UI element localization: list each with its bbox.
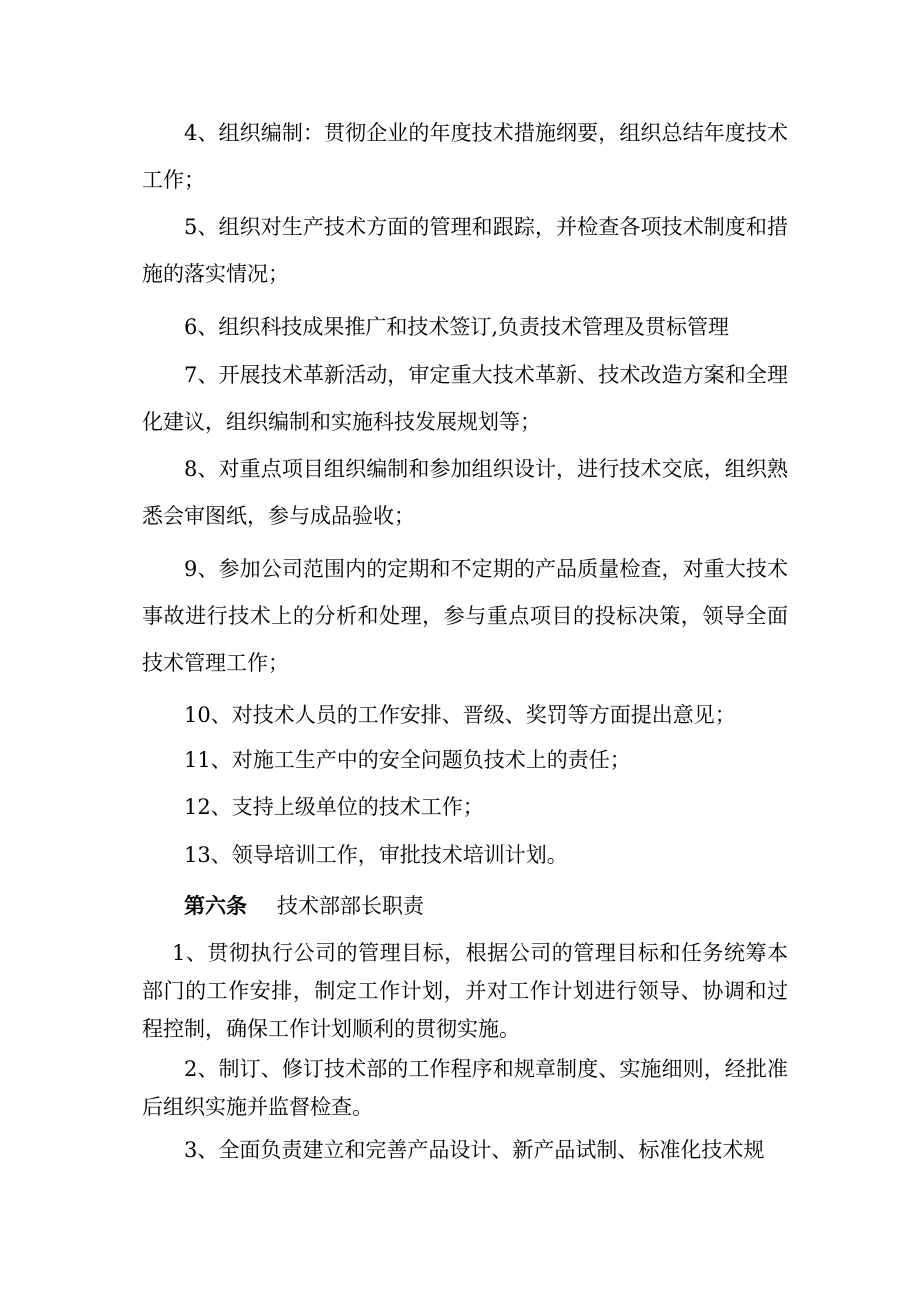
- item-9: 9、参加公司范围内的定期和不定期的产品质量检查，对重大技术事故进行技术上的分析和处理，参与重点项目的投标决策，领导全面技术管理工作；: [142, 557, 788, 675]
- duty-2: 2、制订、修订技术部的工作程序和规章制度、实施细则，经批准后组织实施并监督检查。: [142, 1057, 788, 1119]
- item-10: 10、对技术人员的工作安排、晋级、奖罚等方面提出意见；: [184, 703, 736, 727]
- item-8: 8、对重点项目组织编制和参加组织设计，进行技术交底，组织熟悉会审图纸，参与成品验收；: [142, 457, 788, 528]
- section-heading: [184, 882, 424, 930]
- item-11: 11、对施工生产中的安全问题负技术上的责任；: [184, 748, 631, 772]
- duty-1: 1、贯彻执行公司的管理目标，根据公司的管理目标和任务统筹本部门的工作安排，制定工作计划，并对工作计划进行领导、协调和过程控制，确保工作计划顺利的贯彻实施。: [142, 941, 788, 1041]
- item-13: 13、领导培训工作，审批技术培训计划。: [184, 843, 568, 867]
- item-12: 12、支持上级单位的技术工作；: [184, 795, 484, 819]
- item-5: 5、组织对生产技术方面的管理和跟踪，并检查各项技术制度和措施的落实情况；: [142, 215, 788, 286]
- item-6: 6、组织科技成果推广和技术签订,负责技术管理及贯标管理: [184, 315, 730, 339]
- duty-3: 3、全面负责建立和完善产品设计、新产品试制、标准化技术规: [184, 1138, 765, 1162]
- section-title: 技术部部长职责: [277, 894, 424, 918]
- item-7: 7、开展技术革新活动，审定重大技术革新、技术改造方案和全理化建议，组织编制和实施科技发展规划等；: [142, 363, 788, 434]
- item-4: 4、组织编制：贯彻企业的年度技术措施纲要，组织总结年度技术工作；: [142, 121, 788, 192]
- section-number: 第六条: [184, 893, 247, 918]
